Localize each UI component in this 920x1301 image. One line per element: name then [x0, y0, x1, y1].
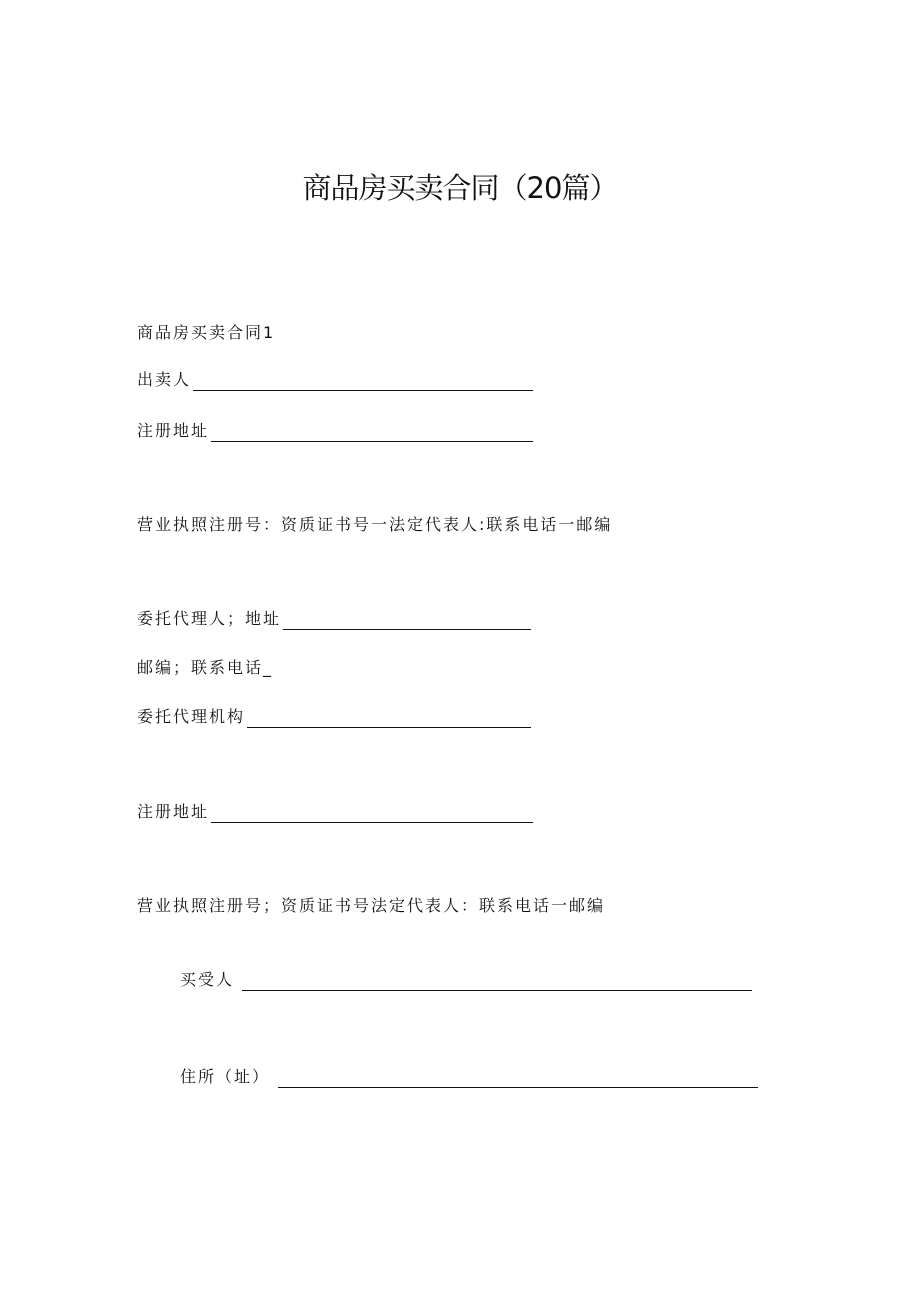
agency-address-label: 注册地址	[137, 802, 210, 821]
agent-address-blank[interactable]	[283, 611, 531, 630]
seller-license-line	[137, 514, 612, 536]
agency-address-blank[interactable]	[211, 804, 533, 823]
buyer-blank[interactable]	[242, 972, 752, 991]
seller-line	[137, 369, 533, 391]
seller-license-info: 营业执照注册号：资质证书号一法定代表人:联系电话一邮编	[137, 515, 613, 534]
agency-line	[137, 706, 531, 728]
section-heading-line	[137, 322, 275, 344]
seller-address-line	[137, 420, 533, 442]
document-title: 商品房买卖合同（20篇）	[302, 171, 618, 205]
buyer-residence-label: 住所（址）	[180, 1067, 271, 1086]
agency-address-line	[137, 801, 533, 823]
agent-label: 委托代理人；地址	[137, 609, 282, 628]
seller-blank[interactable]	[193, 372, 533, 391]
agent-contact-label: 邮编；联系电话_	[137, 658, 274, 677]
buyer-line	[180, 969, 752, 991]
section-heading: 商品房买卖合同1	[137, 323, 276, 342]
agency-license-line	[137, 895, 605, 917]
seller-label: 出卖人	[137, 370, 192, 389]
buyer-residence-blank[interactable]	[278, 1069, 758, 1088]
agency-label: 委托代理机构	[137, 707, 246, 726]
buyer-residence-line	[180, 1066, 758, 1088]
seller-address-blank[interactable]	[211, 423, 533, 442]
seller-address-label: 注册地址	[137, 421, 210, 440]
buyer-label: 买受人	[180, 970, 235, 989]
agency-license-info: 营业执照注册号；资质证书号法定代表人：联系电话一邮编	[137, 896, 606, 915]
agency-blank[interactable]	[247, 709, 531, 728]
agent-line	[137, 608, 531, 630]
agent-contact-line	[137, 657, 273, 679]
